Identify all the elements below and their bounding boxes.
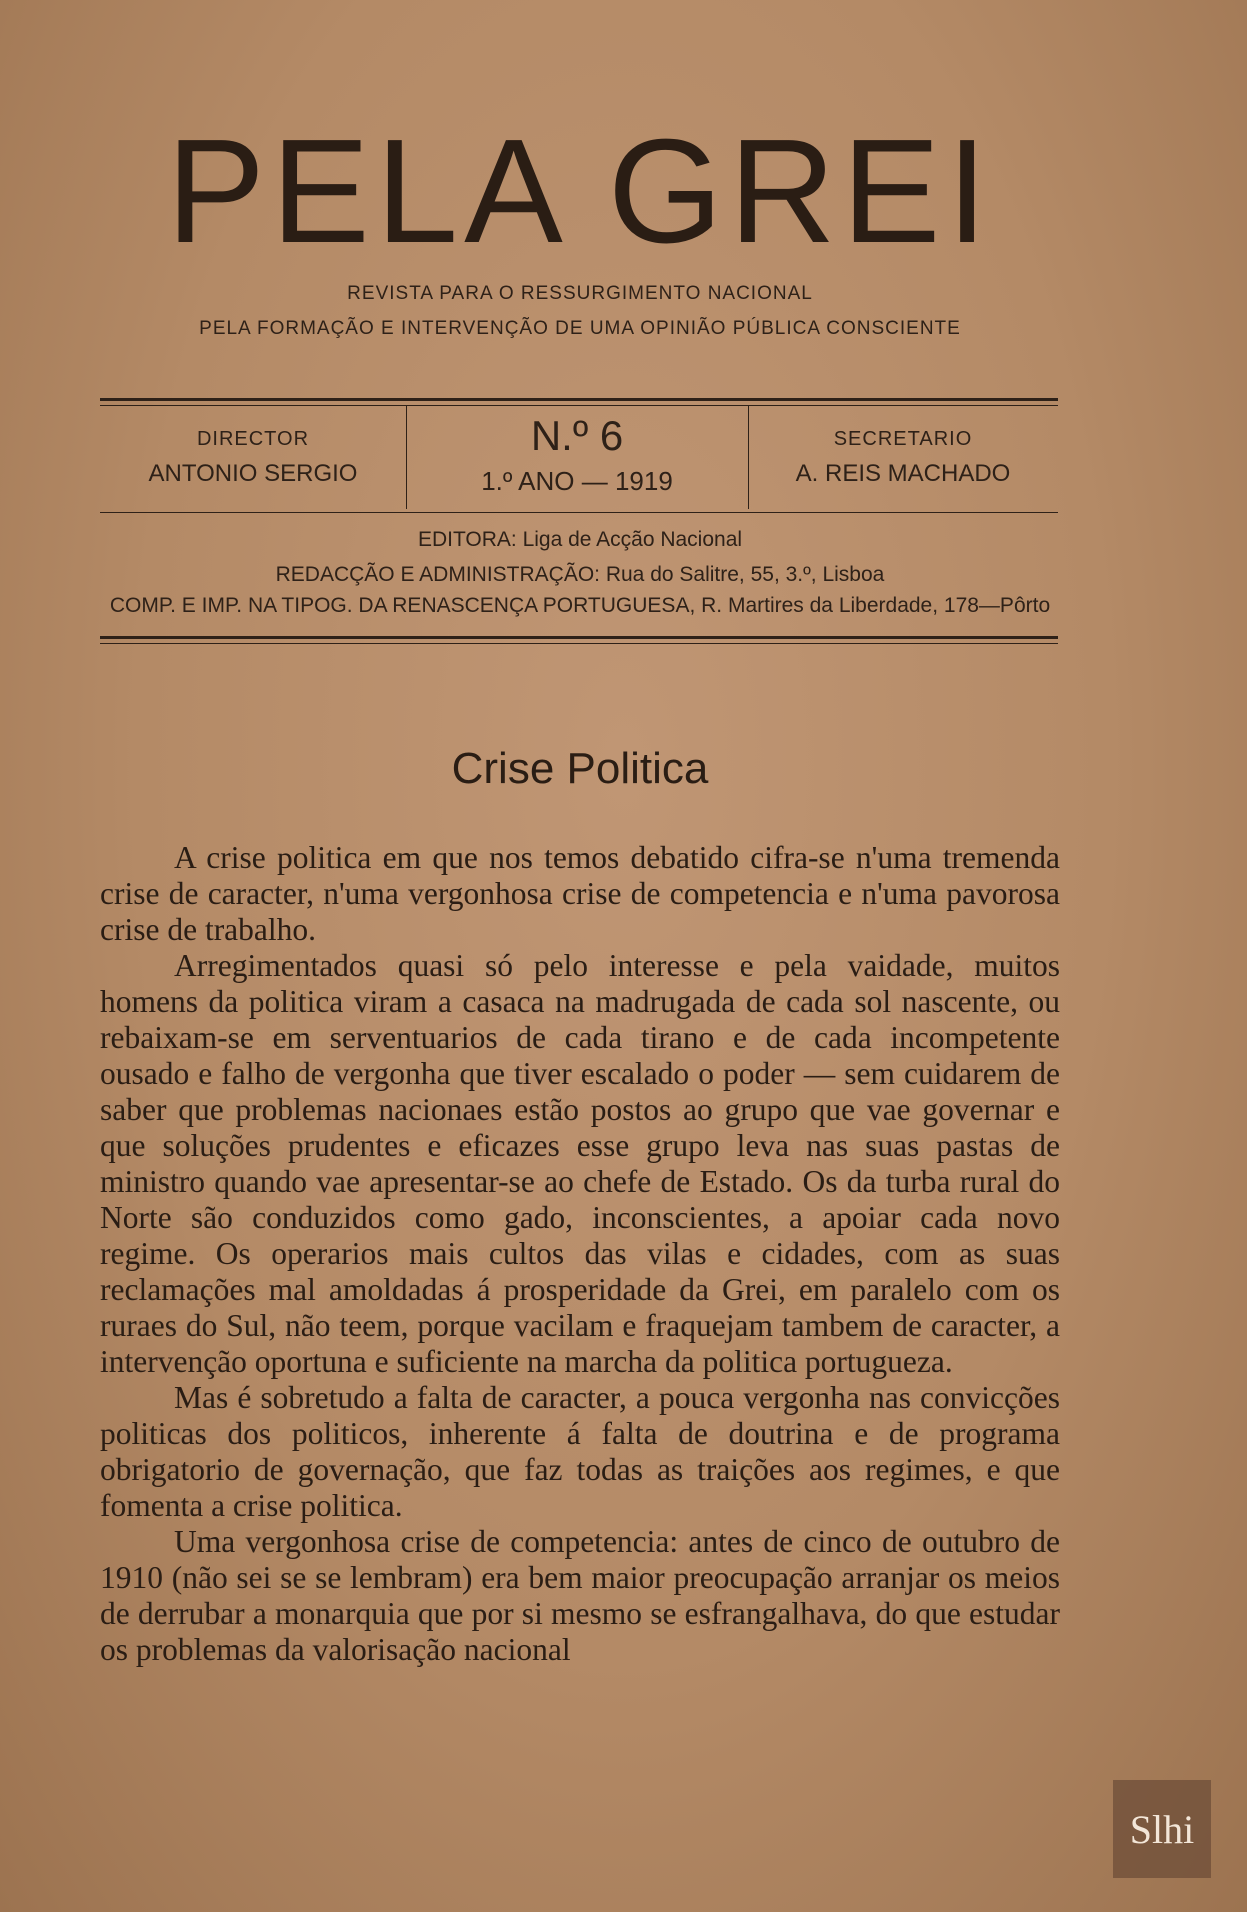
masthead-subtitle-2: PELA FORMAÇÃO E INTERVENÇÃO DE UMA OPINIÃO PÚBLICA CONSCIENTE bbox=[199, 318, 961, 339]
header-bottom-rule bbox=[100, 512, 1058, 513]
article-body bbox=[100, 840, 1060, 1668]
masthead-title: PELA GREI bbox=[166, 109, 994, 274]
header-divider-right bbox=[748, 405, 749, 509]
director-label: DIRECTOR bbox=[196, 428, 310, 450]
secretary-label: SECRETARIO bbox=[833, 428, 973, 450]
article-paragraph: A crise politica em que nos temos debatido cifra-se n'uma tremenda crise de caracter, n'uma vergonhosa crise de competencia e n'uma pavorosa crise de trabalho. bbox=[100, 840, 1060, 947]
publisher-bottom-rule bbox=[100, 636, 1058, 644]
archive-watermark-badge: Slhi bbox=[1113, 1780, 1211, 1878]
secretary-name: A. REIS MACHADO bbox=[795, 460, 1011, 487]
issue-number: N.º 6 bbox=[530, 412, 624, 459]
publisher-editora: EDITORA: Liga de Acção Nacional bbox=[417, 528, 743, 551]
article-paragraph: Arregimentados quasi só pelo interesse e pela vaidade, muitos homens da politica viram a casaca na madrugada de cada sol nascente, ou rebaixam-se em serventuarios de cada tirano e de cada incompetente ousado e falho de vergonha que tiver escalado o poder — sem cuidarem de saber que problemas nacionaes estão postos ao grupo que vae governar e que soluções prudentes e eficazes esse grupo leva nas suas pastas de ministro quando vae apresentar-se ao chefe de Estado. Os da turba rural do Norte são conduzidos como gado, inconscientes, a apoiar cada novo regime. Os operarios mais cultos das vilas e cidades, com as suas reclamações mal amoldadas á prosperidade da Grei, em paralelo com os ruraes do Sul, não teem, porque vacilam e fraquejam tambem de caracter, a intervenção oportuna e suficiente na marcha da politica portugueza. bbox=[100, 948, 1060, 1379]
article-title: Crise Politica bbox=[451, 744, 709, 793]
article-paragraph: Mas é sobretudo a falta de caracter, a pouca vergonha nas convicções politicas dos politicos, inherente á falta de doutrina e de programa obrigatorio de governação, que faz todas as traições aos regimes, e que fomenta a crise politica. bbox=[100, 1380, 1060, 1523]
header-top-rule bbox=[100, 398, 1058, 406]
publisher-redaccao: REDACÇÃO E ADMINISTRAÇÃO: Rua do Salitre, 55, 3.º, Lisboa bbox=[275, 563, 885, 586]
article-paragraph: Uma vergonhosa crise de competencia: antes de cinco de outubro de 1910 (não sei se se lembram) era bem maior preocupação arranjar os meios de derrubar a monarquia que por si mesmo se esfrangalhava, do que estudar os problemas da valorisação nacional bbox=[100, 1524, 1060, 1667]
masthead-subtitle-1: REVISTA PARA O RESSURGIMENTO NACIONAL bbox=[347, 283, 813, 304]
issue-year: 1.º ANO — 1919 bbox=[481, 466, 673, 496]
publisher-imprensa: COMP. E IMP. NA TIPOG. DA RENASCENÇA PORTUGUESA, R. Martires da Liberdade, 178—Pôrto bbox=[109, 594, 1051, 617]
director-name: ANTONIO SERGIO bbox=[148, 460, 358, 487]
